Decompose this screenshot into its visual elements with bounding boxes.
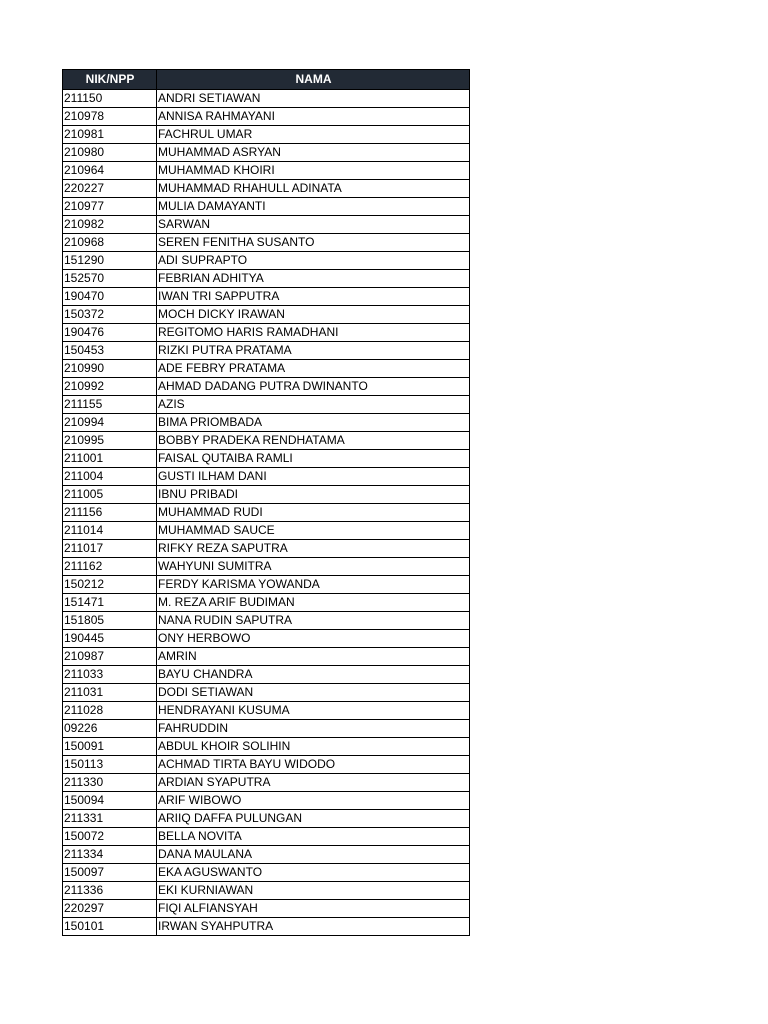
table-row <box>63 90 470 108</box>
table-header <box>63 70 470 90</box>
cell-nik-npp: 150094 <box>63 792 157 810</box>
cell-nama: RIFKY REZA SAPUTRA <box>157 540 470 558</box>
cell-nik-npp: 211028 <box>63 702 157 720</box>
cell-nama: ACHMAD TIRTA BAYU WIDODO <box>157 756 470 774</box>
table-row <box>63 900 470 918</box>
cell-nik-npp: 211162 <box>63 558 157 576</box>
cell-nik-npp: 210992 <box>63 378 157 396</box>
cell-nik-npp: 211334 <box>63 846 157 864</box>
cell-nik-npp: 190470 <box>63 288 157 306</box>
cell-nama: IRWAN SYAHPUTRA <box>157 918 470 936</box>
cell-nama: ARIF WIBOWO <box>157 792 470 810</box>
cell-nama: AHMAD DADANG PUTRA DWINANTO <box>157 378 470 396</box>
cell-nama: FAISAL QUTAIBA RAMLI <box>157 450 470 468</box>
table-row <box>63 414 470 432</box>
table-row <box>63 576 470 594</box>
cell-nama: FIQI ALFIANSYAH <box>157 900 470 918</box>
table-row <box>63 864 470 882</box>
table-row <box>63 540 470 558</box>
cell-nik-npp: 150072 <box>63 828 157 846</box>
cell-nik-npp: 210977 <box>63 198 157 216</box>
table-row <box>63 306 470 324</box>
cell-nik-npp: 211001 <box>63 450 157 468</box>
table-row <box>63 396 470 414</box>
cell-nik-npp: 150097 <box>63 864 157 882</box>
cell-nama: DODI SETIAWAN <box>157 684 470 702</box>
cell-nama: EKI KURNIAWAN <box>157 882 470 900</box>
cell-nama: AMRIN <box>157 648 470 666</box>
table-row <box>63 666 470 684</box>
table-row <box>63 774 470 792</box>
table-row <box>63 702 470 720</box>
cell-nik-npp: 150101 <box>63 918 157 936</box>
cell-nik-npp: 211155 <box>63 396 157 414</box>
table-row <box>63 342 470 360</box>
cell-nama: MOCH DICKY IRAWAN <box>157 306 470 324</box>
table-row <box>63 432 470 450</box>
table-row <box>63 720 470 738</box>
cell-nik-npp: 211150 <box>63 90 157 108</box>
cell-nik-npp: 211336 <box>63 882 157 900</box>
cell-nik-npp: 151805 <box>63 612 157 630</box>
cell-nik-npp: 151471 <box>63 594 157 612</box>
cell-nik-npp: 211156 <box>63 504 157 522</box>
table-row <box>63 738 470 756</box>
cell-nik-npp: 211017 <box>63 540 157 558</box>
cell-nik-npp: 220227 <box>63 180 157 198</box>
cell-nama: WAHYUNI SUMITRA <box>157 558 470 576</box>
table-row <box>63 450 470 468</box>
table-row <box>63 792 470 810</box>
cell-nama: SARWAN <box>157 216 470 234</box>
cell-nama: ADE FEBRY PRATAMA <box>157 360 470 378</box>
table-row <box>63 198 470 216</box>
cell-nik-npp: 210990 <box>63 360 157 378</box>
table-row <box>63 522 470 540</box>
cell-nama: REGITOMO HARIS RAMADHANI <box>157 324 470 342</box>
cell-nama: FACHRUL UMAR <box>157 126 470 144</box>
cell-nik-npp: 210968 <box>63 234 157 252</box>
cell-nama: ADI SUPRAPTO <box>157 252 470 270</box>
employee-table <box>62 69 470 936</box>
cell-nama: EKA AGUSWANTO <box>157 864 470 882</box>
cell-nik-npp: 190445 <box>63 630 157 648</box>
cell-nama: MUHAMMAD ASRYAN <box>157 144 470 162</box>
header-row <box>63 70 470 90</box>
cell-nik-npp: 211004 <box>63 468 157 486</box>
table-row <box>63 918 470 936</box>
cell-nama: DANA MAULANA <box>157 846 470 864</box>
cell-nama: IWAN TRI SAPPUTRA <box>157 288 470 306</box>
table-row <box>63 612 470 630</box>
cell-nama: HENDRAYANI KUSUMA <box>157 702 470 720</box>
cell-nama: ARDIAN SYAPUTRA <box>157 774 470 792</box>
table-row <box>63 324 470 342</box>
table-row <box>63 162 470 180</box>
cell-nama: MUHAMMAD SAUCE <box>157 522 470 540</box>
cell-nik-npp: 210981 <box>63 126 157 144</box>
table-row <box>63 594 470 612</box>
cell-nama: BOBBY PRADEKA RENDHATAMA <box>157 432 470 450</box>
cell-nik-npp: 210994 <box>63 414 157 432</box>
table-row <box>63 468 470 486</box>
cell-nama: RIZKI PUTRA PRATAMA <box>157 342 470 360</box>
table-row <box>63 252 470 270</box>
cell-nama: AZIS <box>157 396 470 414</box>
table-row <box>63 144 470 162</box>
cell-nik-npp: 150453 <box>63 342 157 360</box>
cell-nama: MUHAMMAD RHAHULL ADINATA <box>157 180 470 198</box>
cell-nik-npp: 210964 <box>63 162 157 180</box>
cell-nik-npp: 210995 <box>63 432 157 450</box>
cell-nama: M. REZA ARIF BUDIMAN <box>157 594 470 612</box>
cell-nama: FERDY KARISMA YOWANDA <box>157 576 470 594</box>
cell-nik-npp: 211033 <box>63 666 157 684</box>
cell-nik-npp: 150091 <box>63 738 157 756</box>
table-body <box>63 90 470 936</box>
table-row <box>63 828 470 846</box>
table-row <box>63 648 470 666</box>
table-row <box>63 630 470 648</box>
cell-nama: MUHAMMAD KHOIRI <box>157 162 470 180</box>
cell-nik-npp: 211031 <box>63 684 157 702</box>
cell-nama: ARIIQ DAFFA PULUNGAN <box>157 810 470 828</box>
cell-nama: ANNISA RAHMAYANI <box>157 108 470 126</box>
table-row <box>63 288 470 306</box>
table-row <box>63 180 470 198</box>
table-row <box>63 810 470 828</box>
cell-nik-npp: 210980 <box>63 144 157 162</box>
table-row <box>63 378 470 396</box>
table-row <box>63 486 470 504</box>
cell-nama: BELLA NOVITA <box>157 828 470 846</box>
cell-nama: NANA RUDIN SAPUTRA <box>157 612 470 630</box>
cell-nama: MUHAMMAD RUDI <box>157 504 470 522</box>
cell-nama: MULIA DAMAYANTI <box>157 198 470 216</box>
cell-nama: ONY HERBOWO <box>157 630 470 648</box>
table-row <box>63 846 470 864</box>
cell-nama: IBNU PRIBADI <box>157 486 470 504</box>
header-nama: NAMA <box>157 70 470 90</box>
table-row <box>63 684 470 702</box>
cell-nama: SEREN FENITHA SUSANTO <box>157 234 470 252</box>
header-nik-npp: NIK/NPP <box>63 70 157 90</box>
table-row <box>63 126 470 144</box>
table-row <box>63 216 470 234</box>
cell-nik-npp: 211330 <box>63 774 157 792</box>
table-row <box>63 270 470 288</box>
table-row <box>63 360 470 378</box>
cell-nik-npp: 220297 <box>63 900 157 918</box>
cell-nik-npp: 190476 <box>63 324 157 342</box>
cell-nik-npp: 211331 <box>63 810 157 828</box>
cell-nama: FEBRIAN ADHITYA <box>157 270 470 288</box>
table-row <box>63 756 470 774</box>
cell-nik-npp: 09226 <box>63 720 157 738</box>
cell-nik-npp: 210987 <box>63 648 157 666</box>
cell-nama: ABDUL KHOIR SOLIHIN <box>157 738 470 756</box>
cell-nama: BIMA PRIOMBADA <box>157 414 470 432</box>
cell-nik-npp: 152570 <box>63 270 157 288</box>
cell-nik-npp: 210978 <box>63 108 157 126</box>
cell-nik-npp: 150212 <box>63 576 157 594</box>
cell-nama: FAHRUDDIN <box>157 720 470 738</box>
table-row <box>63 882 470 900</box>
cell-nik-npp: 151290 <box>63 252 157 270</box>
table-row <box>63 234 470 252</box>
cell-nik-npp: 211005 <box>63 486 157 504</box>
cell-nama: ANDRI SETIAWAN <box>157 90 470 108</box>
cell-nik-npp: 211014 <box>63 522 157 540</box>
table-row <box>63 504 470 522</box>
cell-nama: GUSTI ILHAM DANI <box>157 468 470 486</box>
cell-nik-npp: 150113 <box>63 756 157 774</box>
table-row <box>63 108 470 126</box>
cell-nama: BAYU CHANDRA <box>157 666 470 684</box>
table-row <box>63 558 470 576</box>
cell-nik-npp: 210982 <box>63 216 157 234</box>
cell-nik-npp: 150372 <box>63 306 157 324</box>
